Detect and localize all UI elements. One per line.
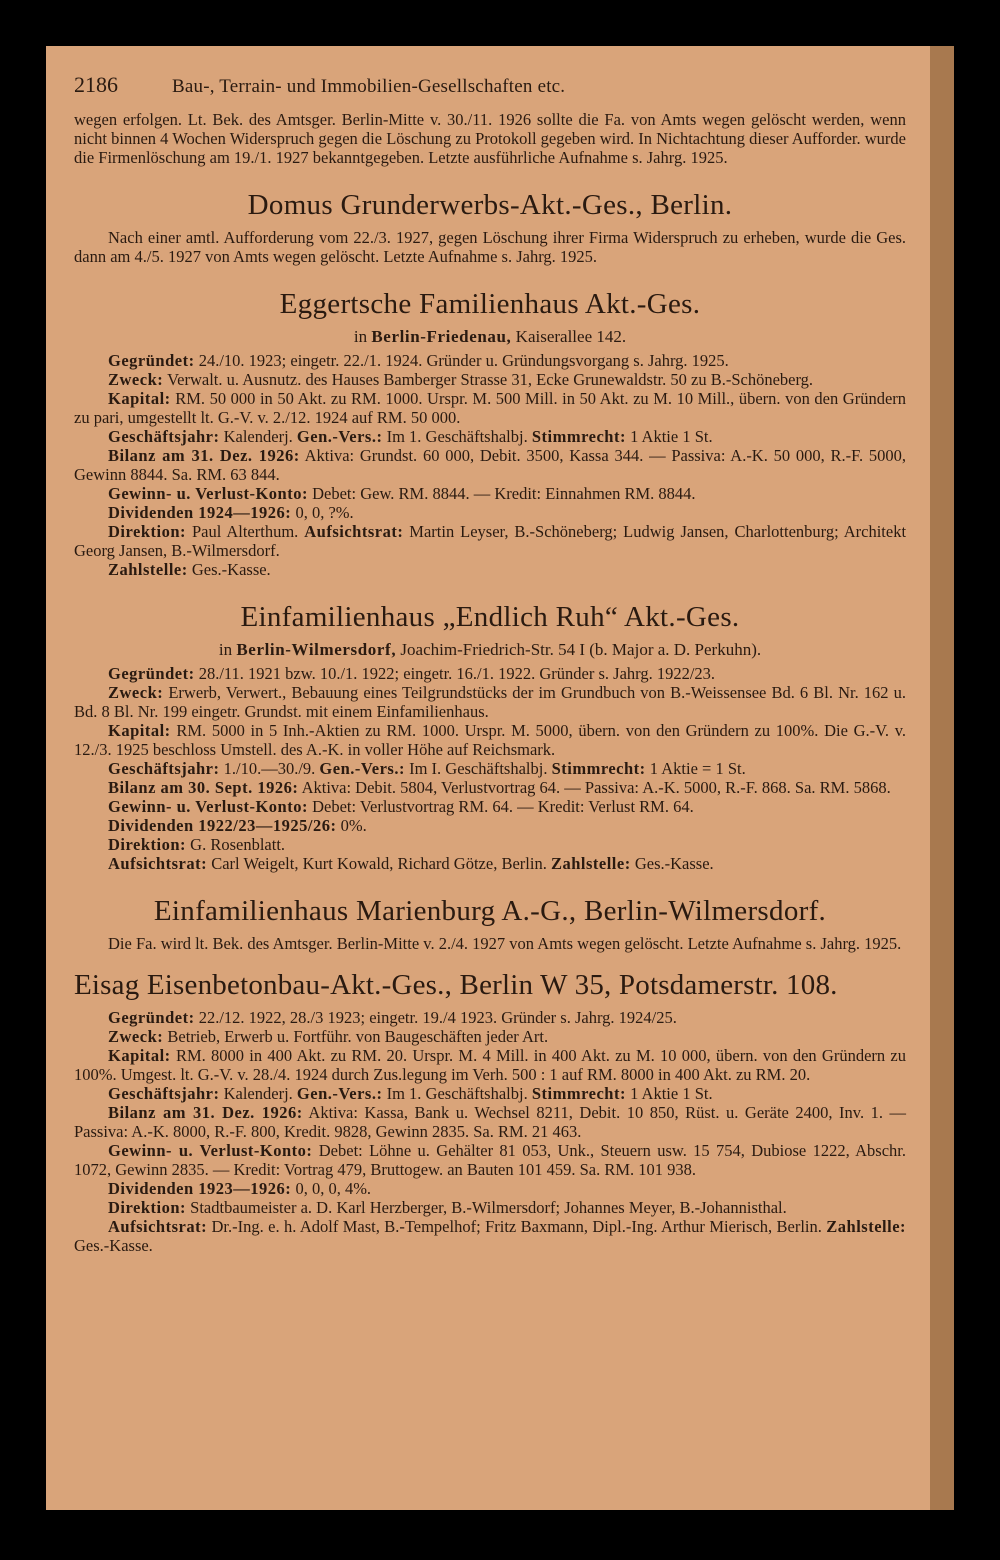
eisag-kapital-text: RM. 8000 in 400 Akt. zu RM. 20. Urspr. M. 4 Mill. in 400 Akt. zu M. 10 000, übern. von den Gründern zu 100%. Umgest. lt. G.-V. v. 28./4. 1924 durch Zus.legung im Verh. 500 : 1 auf RM. 8000 in 400 Akt. zu RM. 20. [74,1046,906,1084]
eggert-kapital-text: RM. 50 000 in 50 Akt. zu RM. 1000. Urspr. M. 500 Mill. in 50 Akt. zu M. 10 Mill., übern. von den Gründern zu pari, umgestellt lt. G.-V. v. 2./12. 1924 auf RM. 50 000. [74,389,907,427]
endlich-location [74,640,906,660]
eggert-title: Eggertsche Familienhaus Akt.-Ges. [279,288,701,320]
eggert-bilanz-label: Bilanz am 31. Dez. 1926: [108,446,300,465]
endlich-zweck-label: Zweck: [108,683,164,702]
endlich-genvers-text: Im I. Geschäftshalbj. [409,759,548,778]
eggert-genvers-text: Im 1. Geschäftshalbj. [386,427,528,446]
eisag-gegruendet-label: Gegründet: [108,1008,195,1027]
eggert-gegruendet-label: Gegründet: [108,351,195,370]
eisag-direktion [74,1198,906,1217]
eisag-gegruendet-text: 22./12. 1922, 28./3 1923; eingetr. 19./4 1923. Gründer s. Jahrg. 1924/25. [198,1008,677,1027]
endlich-bilanz-label: Bilanz am 30. Sept. 1926: [108,778,299,797]
eggert-stimm-label: Stimmrecht: [531,427,626,446]
eggert-div-label: Dividenden 1924—1926: [108,503,292,522]
domus-text: Nach einer amtl. Aufforderung vom 22./3. 1927, gegen Löschung ihrer Firma Widerspruch zu erheben, wurde die Ges. dann am 4./5. 1927 von Amts wegen gelöscht. Letzte Aufnahme s. Jahrg. 1925. [74,228,906,266]
endlich-guv-text: Debet: Verlustvortrag RM. 64. — Kredit: Verlust RM. 64. [312,797,694,816]
eggert-kapital-label: Kapital: [108,389,171,408]
endlich-genvers-label: Gen.-Vers.: [319,759,405,778]
eggert-location [74,327,906,347]
book-page [46,46,930,1510]
eggert-dir-text: Paul Alterthum. [191,522,299,541]
eggert-guv-text: Debet: Gew. RM. 8844. — Kredit: Einnahmen RM. 8844. [312,484,696,503]
endlich-zweck [74,683,906,721]
eggert-zweck [74,370,906,389]
eggert-dir-label: Direktion: [108,522,187,541]
eisag-ar-text: Dr.-Ing. e. h. Adolf Mast, B.-Tempelhof; Fritz Baxmann, Dipl.-Ing. Arthur Mierisch, Berlin. [211,1217,822,1236]
endlich-aufsichtsrat [74,854,906,873]
eisag-gj-label: Geschäftsjahr: [108,1084,220,1103]
running-head: Bau-, Terrain- und Immobilien-Gesellschaften etc. [172,76,566,97]
endlich-stimm-label: Stimmrecht: [551,759,646,778]
endlich-loc-city: Berlin-Wilmersdorf, [236,640,397,659]
eisag-dir-label: Direktion: [108,1198,187,1217]
intro-paragraph: wegen erfolgen. Lt. Bek. des Amtsger. Berlin-Mitte v. 30./11. 1926 sollte die Fa. von Amts wegen gelöscht werden, wenn nicht binnen 4 Wochen Widerspruch gegen die Löschung zu Protokoll gegeben wird. In Nichtachtung dieser Aufforder. wurde die Firmenlöschung am 19./1. 1927 bekanntgegeben. Letzte ausführliche Aufnahme s. Jahrg. 1925. [74,110,906,167]
eisag-stimm-text: 1 Aktie 1 St. [630,1084,713,1103]
eggert-zahlstelle [74,560,906,579]
endlich-ar-label: Aufsichtsrat: [108,854,208,873]
eggert-zweck-label: Zweck: [108,370,164,389]
endlich-bilanz-text: Aktiva: Debit. 5804, Verlustvortrag 64. — Passiva: A.-K. 5000, R.-F. 868. Sa. RM. 5868. [301,778,891,797]
eggert-genvers-label: Gen.-Vers.: [296,427,383,446]
endlich-gegruendet-text: 28./11. 1921 bzw. 10./1. 1922; eingetr. 16./1. 1922. Gründer s. Jahrg. 1922/23. [198,664,716,683]
endlich-loc-rest: Joachim-Friedrich-Str. 54 I (b. Major a. D. Perkuhn). [400,640,762,659]
eggert-bilanz-text: Aktiva: Grundst. 60 000, Debit. 3500, Kassa 344. — Passiva: A.-K. 50 000, R.-F. 5000, Gewinn 8844. Sa. RM. 63 844. [74,446,907,484]
marienburg-title: Einfamilienhaus Marienburg A.-G., Berlin-Wilmersdorf. [153,895,827,927]
endlich-dividenden [74,816,906,835]
eggert-dividenden [74,503,906,522]
eggert-loc-in: in [353,327,368,346]
endlich-div-text: 0%. [340,816,367,835]
eisag-ar-label: Aufsichtsrat: [108,1217,208,1236]
eggert-geschaeftsjahr [74,427,906,446]
eggert-bilanz [74,446,906,484]
eisag-genvers-text: Im 1. Geschäftshalbj. [386,1084,528,1103]
domus-title: Domus Grunderwerbs-Akt.-Ges., Berlin. [247,189,733,221]
eisag-aufsichtsrat [74,1217,906,1255]
endlich-bilanz [74,778,906,797]
endlich-title: Einfamilienhaus „Endlich Ruh“ Akt.-Ges. [240,601,740,633]
eisag-bilanz-text: Aktiva: Kassa, Bank u. Wechsel 8211, Debit. 10 850, Rüst. u. Geräte 2400, Inv. 1. — Passiva: A.-K. 8000, R.-F. 800, Kredit. 9828, Gewinn 2835. Sa. RM. 21 463. [74,1103,906,1141]
endlich-gegruendet [74,664,906,683]
endlich-kapital [74,721,906,759]
eisag-guv-label: Gewinn- u. Verlust-Konto: [108,1141,313,1160]
endlich-guv-label: Gewinn- u. Verlust-Konto: [108,797,308,816]
eisag-zweck [74,1027,906,1046]
eisag-kapital-label: Kapital: [108,1046,171,1065]
eisag-kapital [74,1046,906,1084]
eggert-guv-label: Gewinn- u. Verlust-Konto: [108,484,308,503]
endlich-zahl-label: Zahlstelle: [550,854,631,873]
endlich-direktion [74,835,906,854]
endlich-stimm-text: 1 Aktie = 1 St. [649,759,746,778]
endlich-geschaeftsjahr [74,759,906,778]
eisag-div-text: 0, 0, 0, 4%. [295,1179,372,1198]
eisag-dividenden [74,1179,906,1198]
eggert-loc-city: Berlin-Friedenau, [371,327,512,346]
eisag-zahl-text: Ges.-Kasse. [74,1236,153,1255]
eggert-gj-text: Kalenderj. [223,427,293,446]
eisag-zweck-text: Betrieb, Erwerb u. Fortführ. von Baugeschäften jeder Art. [167,1027,549,1046]
eisag-geschaeftsjahr [74,1084,906,1103]
endlich-ar-text: Carl Weigelt, Kurt Kowald, Richard Götze, Berlin. [211,854,547,873]
endlich-kapital-text: RM. 5000 in 5 Inh.-Aktien zu RM. 1000. Urspr. M. 5000, übern. von den Gründern zu 100%. Die G.-V. v. 12./3. 1925 beschloss Umstell. des A.-K. in voller Höhe auf Reichsmark. [74,721,906,759]
eggert-direktion [74,522,906,560]
eisag-div-label: Dividenden 1923—1926: [108,1179,292,1198]
endlich-gj-text: 1./10.—30./9. [223,759,316,778]
endlich-loc-in: in [218,640,233,659]
endlich-kapital-label: Kapital: [108,721,171,740]
eisag-gegruendet [74,1008,906,1027]
page-content [74,72,906,1255]
eisag-dir-text: Stadtbaumeister a. D. Karl Herzberger, B.-Wilmersdorf; Johannes Meyer, B.-Johannisthal. [190,1198,787,1217]
eggert-gegruendet [74,351,906,370]
eisag-bilanz-label: Bilanz am 31. Dez. 1926: [108,1103,303,1122]
eggert-div-text: 0, 0, ?%. [295,503,354,522]
eggert-guv [74,484,906,503]
eisag-stimm-label: Stimmrecht: [531,1084,626,1103]
eggert-stimm-text: 1 Aktie 1 St. [630,427,713,446]
endlich-guv [74,797,906,816]
endlich-gegruendet-label: Gegründet: [108,664,195,683]
eisag-zweck-label: Zweck: [108,1027,164,1046]
marienburg-text: Die Fa. wird lt. Bek. des Amtsger. Berlin-Mitte v. 2./4. 1927 von Amts wegen gelöscht. Letzte Aufnahme s. Jahrg. 1925. [108,934,902,953]
eisag-title: Eisag Eisenbetonbau-Akt.-Ges., Berlin W 35, Potsdamerstr. 108. [74,969,838,1001]
eggert-zahl-label: Zahlstelle: [108,560,188,579]
eggert-loc-rest: Kaiserallee 142. [515,327,627,346]
endlich-div-label: Dividenden 1922/23—1925/26: [108,816,337,835]
page-header [74,72,906,98]
eisag-gj-text: Kalenderj. [223,1084,293,1103]
page-number: 2186 [74,72,118,97]
eisag-guv [74,1141,906,1179]
eggert-kapital [74,389,906,427]
eisag-bilanz [74,1103,906,1141]
page-edge [930,46,954,1510]
eggert-zweck-text: Verwalt. u. Ausnutz. des Hauses Bamberger Strasse 31, Ecke Grunewaldstr. 50 zu B.-Schöneberg. [167,370,814,389]
endlich-zweck-text: Erwerb, Verwert., Bebauung eines Teilgrundstücks der im Grundbuch von B.-Weissensee Bd. 6 Bl. Nr. 162 u. Bd. 8 Bl. Nr. 199 eingetr. Grundst. mit einem Einfamilienhaus. [74,683,906,721]
endlich-dir-label: Direktion: [108,835,187,854]
endlich-zahl-text: Ges.-Kasse. [634,854,714,873]
eggert-zahl-text: Ges.-Kasse. [191,560,271,579]
eisag-zahl-label: Zahlstelle: [826,1217,907,1236]
eisag-genvers-label: Gen.-Vers.: [296,1084,383,1103]
eggert-gegruendet-text: 24./10. 1923; eingetr. 22./1. 1924. Gründer u. Gründungsvorgang s. Jahrg. 1925. [198,351,729,370]
eisag-guv-text: Debet: Löhne u. Gehälter 81 053, Unk., Steuern usw. 15 754, Dubiose 1222, Abschr. 1072, Gewinn 2835. — Kredit: Vortrag 479, Bruttogew. an Bauten 101 459. Sa. RM. 101 938. [74,1141,906,1179]
eggert-ar-text: Martin Leyser, B.-Schöneberg; Ludwig Jansen, Charlottenburg; Architekt Georg Jansen, B.-Wilmersdorf. [74,522,907,560]
endlich-dir-text: G. Rosenblatt. [190,835,286,854]
eggert-ar-label: Aufsichtsrat: [304,522,404,541]
endlich-gj-label: Geschäftsjahr: [108,759,220,778]
eggert-gj-label: Geschäftsjahr: [108,427,220,446]
